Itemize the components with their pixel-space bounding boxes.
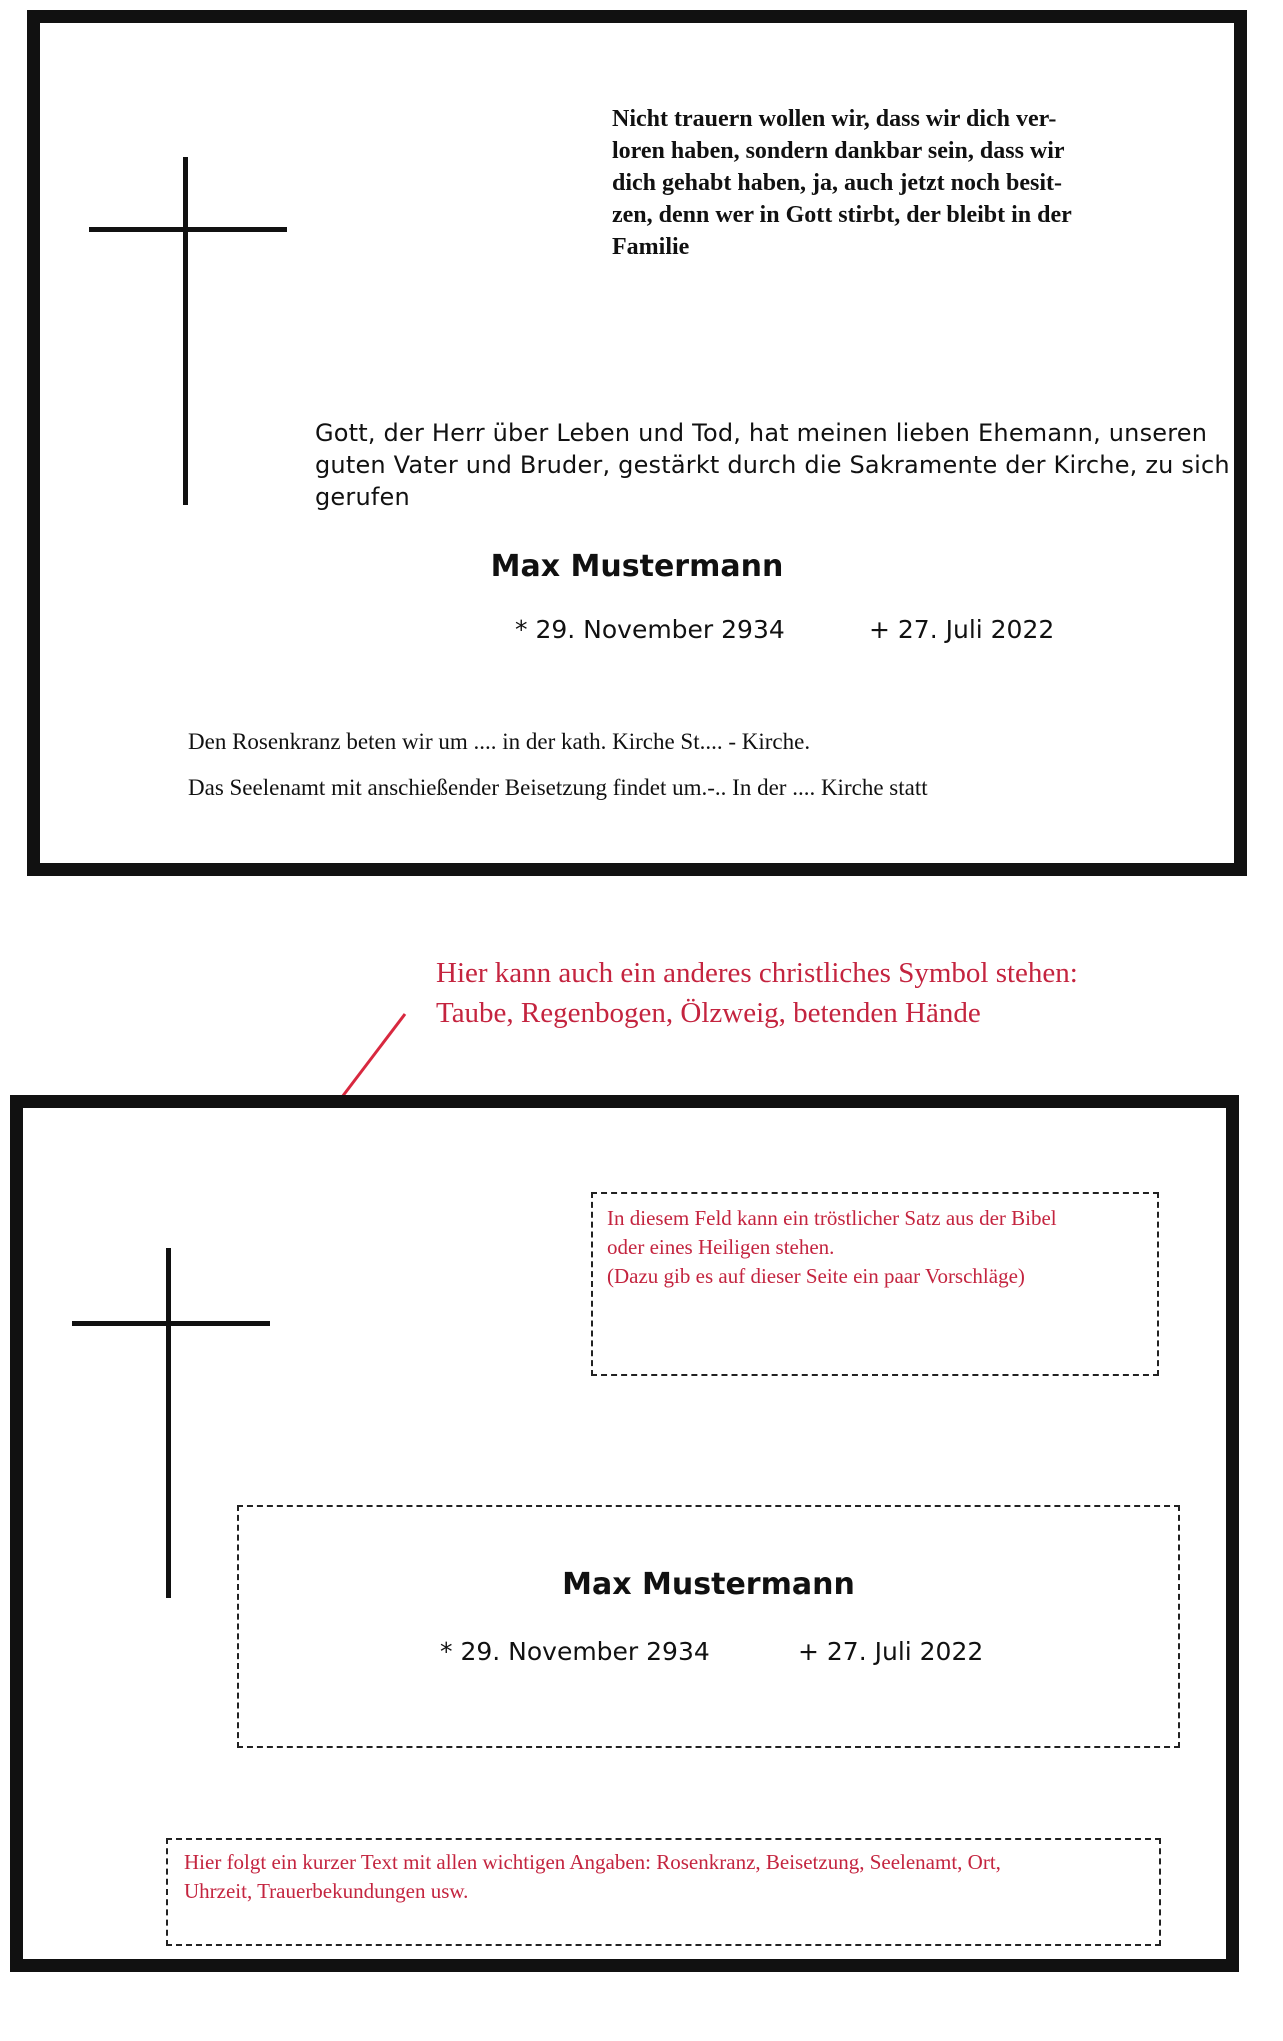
symbol-annotation: Hier kann auch ein anderes christliches Symbol stehen: Taube, Regenbogen, Ölzweig, betenden Hände [436,957,1078,1029]
deceased-name: Max Mustermann [490,549,784,584]
info-placeholder-box [166,1838,1161,1946]
death-date: + 27. Juli 2022 [798,1637,984,1666]
requiem-info: Das Seelenamt mit anschießender Beisetzung findet um.-.. In der .... Kirche statt [188,775,928,800]
death-date: + 27. Juli 2022 [869,615,1055,644]
rosary-info: Den Rosenkranz beten wir um .... in der kath. Kirche St.... - Kirche. [188,729,811,754]
birth-date: * 29. November 2934 [515,615,785,644]
announcement-text: Gott, der Herr über Leben und Tod, hat meinen lieben Ehemann, unseren guten Vater und Bruder, gestärkt durch die Sakramente der Kirche, zu sich gerufen [315,419,1230,511]
obituary-card-template [10,1095,1239,1972]
consolation-quote: Nicht trauern wollen wir, dass wir dich ver- loren haben, sondern dankbar sein, dass wir dich gehabt haben, ja, auch jetzt noch besit- zen, denn wer in Gott stirbt, der bleibt in der Familie [612,106,1072,260]
quote-placeholder-box [591,1192,1159,1376]
deceased-name: Max Mustermann [562,1567,855,1602]
birth-date: * 29. November 2934 [440,1637,710,1666]
name-box [237,1505,1180,1748]
info-placeholder-text: Hier folgt ein kurzer Text mit allen wichtigen Angaben: Rosenkranz, Beisetzung, Seelenamt, Ort, Uhrzeit, Trauerbekundungen usw. [184,1850,1001,1903]
quote-placeholder-text: In diesem Feld kann ein tröstlicher Satz aus der Bibel oder eines Heiligen stehen. (Dazu gib es auf dieser Seite ein paar Vorschläge) [607,1206,1057,1288]
